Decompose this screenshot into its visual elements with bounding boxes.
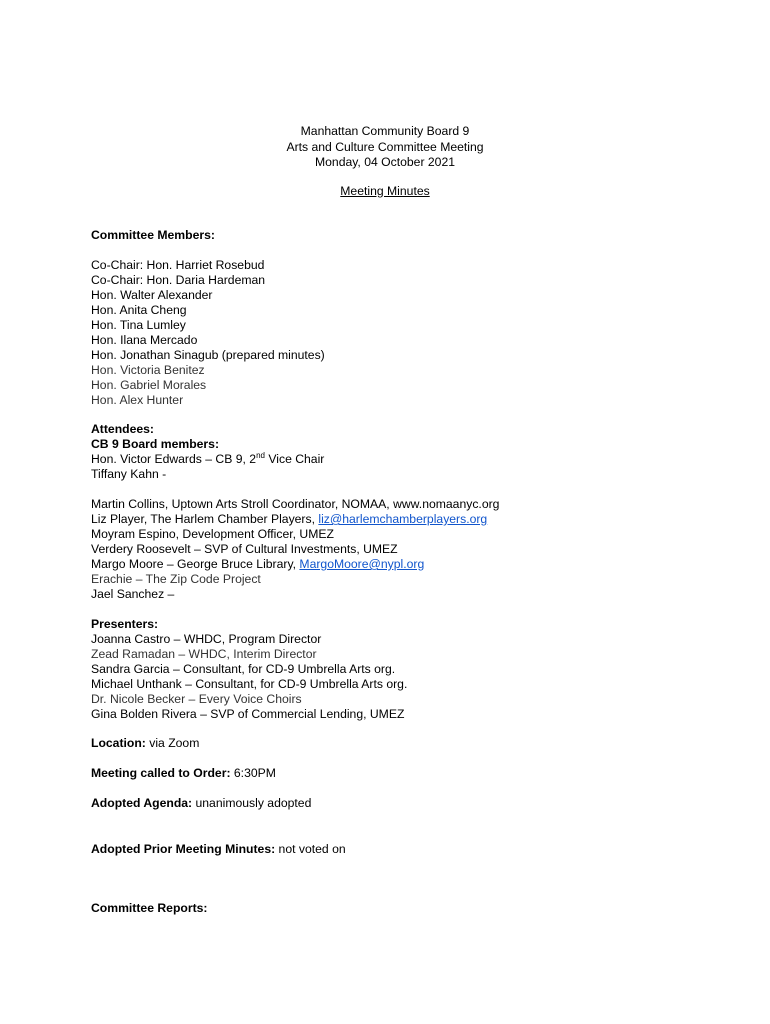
member-item: Hon. Alex Hunter <box>91 393 184 407</box>
presenter-item: Joanna Castro – WHDC, Program Director <box>91 632 322 646</box>
agenda-line <box>91 796 711 811</box>
ordinal-suffix: nd <box>256 450 265 460</box>
attendee-item: Verdery Roosevelt – SVP of Cultural Investments, UMEZ <box>91 542 398 556</box>
agenda-value: unanimously adopted <box>192 796 312 810</box>
attendees-section <box>91 422 711 602</box>
member-item: Hon. Anita Cheng <box>91 303 187 317</box>
member-item: Hon. Jonathan Sinagub (prepared minutes) <box>91 348 325 362</box>
attendee-item <box>91 512 711 527</box>
agenda-label: Adopted Agenda: <box>91 796 193 810</box>
member-item: Hon. Ilana Mercado <box>91 333 198 347</box>
presenter-item: Zead Ramadan – WHDC, Interim Director <box>91 647 317 661</box>
call-to-order-label: Meeting called to Order: <box>91 766 231 780</box>
call-to-order-line <box>91 766 711 781</box>
attendee-item: Moyram Espino, Development Officer, UMEZ <box>91 527 334 541</box>
location-line <box>91 736 711 751</box>
member-item: Co-Chair: Hon. Daria Hardeman <box>91 273 266 287</box>
attendee-text: Liz Player, The Harlem Chamber Players, <box>91 512 319 526</box>
board-members-heading: CB 9 Board members: <box>91 437 220 451</box>
member-item: Co-Chair: Hon. Harriet Rosebud <box>91 258 265 272</box>
member-item: Hon. Victoria Benitez <box>91 363 205 377</box>
presenters-section <box>91 617 711 722</box>
committee-members-heading: Committee Members: <box>91 228 215 242</box>
meeting-date: Monday, 04 October 2021 <box>314 155 456 169</box>
minutes-title: Meeting Minutes <box>340 183 430 198</box>
attendee-item: Jael Sanchez – <box>91 587 175 601</box>
location-value: via Zoom <box>145 736 200 750</box>
presenter-item: Gina Bolden Rivera – SVP of Commercial Lending, UMEZ <box>91 707 405 721</box>
committee-members-section <box>91 228 711 408</box>
board-member-item <box>91 452 711 467</box>
prior-minutes-value: not voted on <box>275 842 346 856</box>
email-link[interactable]: liz@harlemchamberplayers.org <box>318 512 488 526</box>
board-name: Manhattan Community Board 9 <box>300 124 470 138</box>
presenter-item: Dr. Nicole Becker – Every Voice Choirs <box>91 692 302 706</box>
committee-reports-section <box>91 901 711 916</box>
email-link[interactable]: MargoMoore@nypl.org <box>299 557 425 571</box>
attendee-item <box>91 557 711 572</box>
presenter-item: Michael Unthank – Consultant, for CD-9 Umbrella Arts org. <box>91 677 408 691</box>
member-item: Hon. Tina Lumley <box>91 318 186 332</box>
prior-minutes-line <box>91 842 711 857</box>
presenters-heading: Presenters: <box>91 617 159 631</box>
attendee-item: Erachie – The Zip Code Project <box>91 572 261 586</box>
member-item: Hon. Walter Alexander <box>91 288 213 302</box>
document-header <box>0 124 770 199</box>
board-member-text: Hon. Victor Edwards – CB 9, 2 <box>91 452 257 466</box>
prior-minutes-label: Adopted Prior Meeting Minutes: <box>91 842 276 856</box>
attendees-heading: Attendees: <box>91 422 154 436</box>
attendee-item: Martin Collins, Uptown Arts Stroll Coordinator, NOMAA, www.nomaanyc.org <box>91 497 500 511</box>
board-member-item: Tiffany Kahn - <box>91 467 167 481</box>
member-item: Hon. Gabriel Morales <box>91 378 207 392</box>
presenter-item: Sandra Garcia – Consultant, for CD-9 Umbrella Arts org. <box>91 662 396 676</box>
call-to-order-value: 6:30PM <box>230 766 276 780</box>
meeting-name: Arts and Culture Committee Meeting <box>286 139 484 154</box>
location-label: Location: <box>91 736 146 750</box>
attendee-text: Margo Moore – George Bruce Library, <box>91 557 300 571</box>
board-member-role: Vice Chair <box>264 452 325 466</box>
committee-reports-heading: Committee Reports: <box>91 901 208 915</box>
